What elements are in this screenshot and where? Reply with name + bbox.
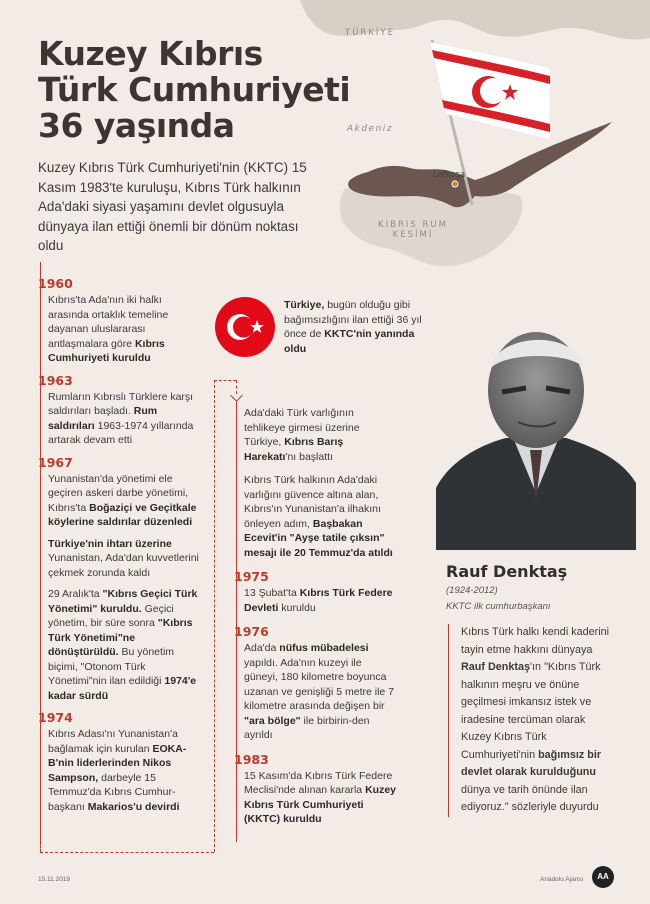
map-label-lefkosa: Lefkoşa <box>432 170 466 180</box>
turkey-flag-icon <box>214 296 276 358</box>
timeline-paragraph <box>38 390 203 448</box>
map-label-south-1: KIBRIS RUM <box>378 220 448 230</box>
footer-date: 15.11.2019 <box>38 876 71 883</box>
map-label-turkiye: TÜRKİYE <box>345 28 395 38</box>
timeline-paragraph <box>38 587 203 703</box>
timeline-year: 1974 <box>38 710 73 725</box>
turkey-note <box>284 298 424 356</box>
timeline-paragraph <box>38 472 203 530</box>
timeline-year: 1960 <box>38 276 73 291</box>
text-run: kuruldu <box>278 601 316 614</box>
intro-text: Kuzey Kıbrıs Türk Cumhuriyeti'nin (KKTC) 15 Kasım 1983'te kuruluşu, Kıbrıs Türk halkının Ada'daki siyasi yaşamını devlet olgusuyla dünyaya ilan ettiği önemli bir dönüm noktası oldu <box>38 160 307 253</box>
timeline-entry <box>234 752 396 827</box>
text-run: yapıldı. Ada'nın kuzeyi ile güneyi, 180 kilometre boyunca uzanan ve genişliği 5 metre ile 7 kilometre arasında değişen bir <box>244 656 395 712</box>
timeline-paragraph <box>234 641 396 743</box>
text-run: Bu yönetim biçimi, "Otonom Türk Yönetimi"nin ilan edildiği <box>48 646 175 687</box>
text-bold: Makarios'u devirdi <box>87 800 180 813</box>
text-run: 29 Aralık'ta <box>48 588 103 600</box>
text-bold: 1974'e kadar sürdü <box>48 675 197 702</box>
text-bold: Kuzey Kıbrıs Türk Cumhuriyeti (KKTC) kuruldu <box>244 784 397 825</box>
person-years: (1924-2012) <box>446 585 498 596</box>
timeline-entry <box>38 455 203 704</box>
text-bold: bağımsız bir devlet olarak kurulduğunu <box>461 748 602 778</box>
text-run: 'ın "Kıbrıs Türk halkının meşru ve önüne geçilmesi imkansız istek ve iradesine tercüman olarak Kuzey Kıbrıs Türk Cumhuriyeti'nin <box>461 661 601 761</box>
title-line: Kuzey Kıbrıs <box>38 34 263 73</box>
timeline-paragraph <box>234 406 396 464</box>
text-run: darbeyle 15 Temmuz'da Kıbrıs Cumhur-başkanı <box>48 771 176 813</box>
text-bold: "ara bölge" <box>244 714 301 727</box>
text-run: Kıbrıs Türk halkının Ada'daki varlığını güvence altına alan, Kıbrıs'ın Yunanistan'a ilhakını önleyen adım, <box>244 474 381 530</box>
text-run: 'nı başlattı <box>285 450 333 463</box>
page-title <box>38 36 398 144</box>
text-bold: nüfus mübadelesi <box>279 642 369 654</box>
timeline-entry <box>38 276 203 366</box>
timeline-year: 1975 <box>234 569 269 584</box>
timeline-paragraph <box>234 473 396 560</box>
map-label-south-2: KESİMİ <box>392 230 434 240</box>
timeline-paragraph <box>234 769 396 827</box>
turkey-note-bold: Türkiye, <box>284 299 325 311</box>
text-run: Kıbrıs'ta Ada'nın iki halkı arasında ortaklık temeline dayanan uluslararası antlaşmalara göre <box>48 294 169 350</box>
text-bold: Kıbrıs Barış Harekatı <box>244 436 344 463</box>
text-bold: Türkiye'nin ihtarı üzerine <box>48 537 172 550</box>
text-bold: Boğaziçi ve Geçitkale köylerine saldırılar düzenledi <box>48 501 197 528</box>
timeline-paragraph <box>38 727 203 814</box>
title-line: Türk Cumhuriyeti <box>38 70 351 109</box>
text-run: Kıbrıs Türk halkı kendi kaderini tayin etme hakkını dünyaya <box>461 626 610 656</box>
timeline-year: 1963 <box>38 372 73 388</box>
timeline-right <box>234 406 396 836</box>
timeline-entry <box>234 569 396 615</box>
title-line: 36 yaşında <box>38 106 235 145</box>
text-run: 1963-1974 yıllarında artarak devam etti <box>48 419 194 446</box>
text-bold: "Kıbrıs Geçici Türk Yönetimi" kuruldu. <box>48 588 198 615</box>
kktc-flag-icon <box>410 40 560 210</box>
text-run: 15 Kasım'da Kıbrıs Türk Federe Meclisi'nde alınan kararla <box>244 769 393 796</box>
footer-source: Anadolu Ajansı <box>540 876 584 883</box>
timeline-connector-left-end <box>40 842 41 852</box>
turkey-note-text: bugün olduğu gibi bağımsızlığını ilan ettiği 36 yıl önce de <box>284 299 422 340</box>
text-bold: Kıbrıs Cumhuriyeti kuruldu <box>48 337 165 364</box>
aa-logo-icon: AA <box>592 866 614 888</box>
timeline-connector-top <box>214 380 236 381</box>
text-run: Ada'da <box>244 642 280 654</box>
denktas-portrait <box>436 318 636 550</box>
text-bold: EOKA-B'nin liderlerinden Nikos Sampson, <box>48 742 187 784</box>
text-run: dünya ve tarih önünde ilan ediyoruz." sözleriyle duyurdu <box>461 783 599 813</box>
text-run: Geçici yönetim, bir süre sonra <box>48 602 174 629</box>
text-run: ile birbirin-den ayrıldı <box>244 714 370 741</box>
timeline-entry <box>38 373 203 448</box>
chevron-down-icon <box>230 389 243 402</box>
timeline-paragraph <box>38 293 203 366</box>
text-bold: Kıbrıs Türk Federe Devleti <box>244 587 393 614</box>
timeline-left <box>38 276 203 821</box>
text-run: Yunanistan, Ada'dan kuvvetlerini çekmek zorunda kaldı <box>48 552 199 579</box>
text-run: Rumların Kıbrıslı Türklere karşı saldırıları başladı. <box>48 390 194 417</box>
text-run: Kıbrıs Adası'nı Yunanistan'a bağlamak için kurulan <box>48 728 178 755</box>
person-role: KKTC ilk cumhurbaşkanı <box>446 601 551 612</box>
text-bold: "Kıbrıs Türk Yönetimi"ne dönüştürüldü. <box>48 617 193 658</box>
timeline-paragraph <box>234 586 396 615</box>
timeline-year: 1976 <box>234 624 269 639</box>
person-name: Rauf Denktaş <box>446 562 568 581</box>
text-run: 13 Şubat'ta <box>244 587 300 599</box>
text-bold: Rauf Denktaş <box>461 661 530 673</box>
denktas-quote <box>448 624 618 817</box>
text-run: Ada'daki Türk varlığının tehlikeye girmesi üzerine Türkiye, <box>244 407 360 448</box>
turkey-note-bold: KKTC'nin yanında oldu <box>284 328 415 355</box>
timeline-entry <box>234 406 396 560</box>
text-run: Yunanistan'da yönetimi ele geçiren askeri darbe yönetimi, Kıbrıs'ta <box>48 472 189 514</box>
timeline-year: 1967 <box>38 454 73 470</box>
text-bold: Rum saldırıları <box>48 405 158 432</box>
text-bold: Başbakan Ecevit'in "Ayşe tatile çıksın" mesajı ile 20 Temmuz'da atıldı <box>244 517 393 559</box>
timeline-entry <box>38 710 203 814</box>
map-label-akdeniz: Akdeniz <box>346 124 394 134</box>
timeline-connector-right-up <box>214 380 215 852</box>
timeline-paragraph <box>38 537 203 581</box>
timeline-connector-bottom <box>40 852 214 853</box>
timeline-year: 1983 <box>234 751 269 767</box>
timeline-entry <box>234 624 396 743</box>
